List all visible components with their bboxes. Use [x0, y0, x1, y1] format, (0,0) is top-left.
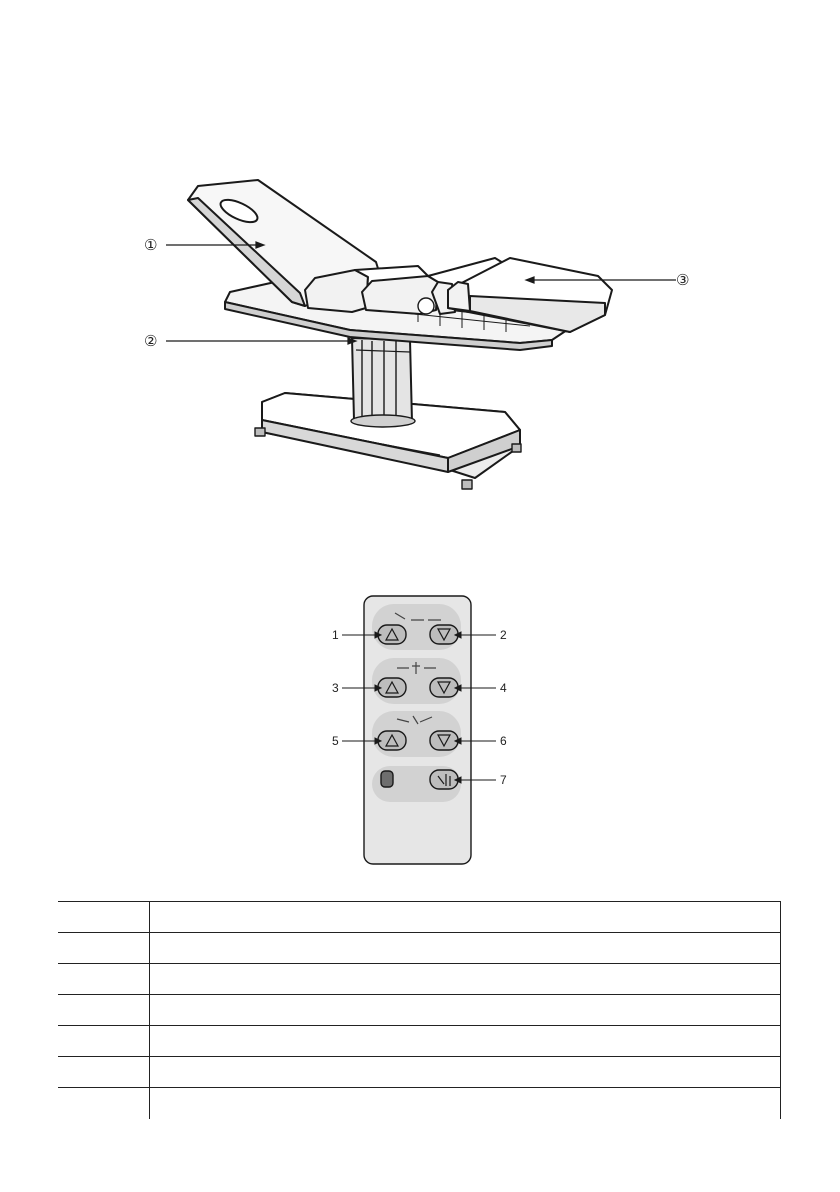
table-cell: [150, 1026, 781, 1057]
table-row: [58, 1057, 781, 1088]
table-cell: [150, 964, 781, 995]
table-row: [58, 902, 781, 933]
table-cell: [150, 933, 781, 964]
remote-label-6: 6: [500, 734, 507, 748]
remote-label-3: 3: [332, 681, 339, 695]
remote-label-2: 2: [500, 628, 507, 642]
table-cell: [58, 995, 150, 1026]
callout-1: ①: [144, 236, 158, 254]
remote-function-table: [58, 901, 781, 1119]
table-cell: [58, 902, 150, 933]
table-cell: [58, 933, 150, 964]
callout-2: ②: [144, 332, 158, 350]
remote-label-4: 4: [500, 681, 507, 695]
table-cell: [150, 1057, 781, 1088]
table-row: [58, 964, 781, 995]
table-cell: [58, 1088, 150, 1120]
table-cell: [150, 995, 781, 1026]
remote-control-illustration: [0, 580, 840, 880]
remote-label-1: 1: [332, 628, 339, 642]
table-row: [58, 933, 781, 964]
table-cell: [58, 964, 150, 995]
table-row: [58, 1026, 781, 1057]
callout-3: ③: [676, 271, 690, 289]
remote-label-5: 5: [332, 734, 339, 748]
remote-label-7: 7: [500, 773, 507, 787]
massage-bed-illustration: [0, 0, 840, 520]
table-row: [58, 995, 781, 1026]
table-cell: [58, 1057, 150, 1088]
table-row: [58, 1088, 781, 1120]
table-cell: [150, 1088, 781, 1120]
table-cell: [150, 902, 781, 933]
table-cell: [58, 1026, 150, 1057]
